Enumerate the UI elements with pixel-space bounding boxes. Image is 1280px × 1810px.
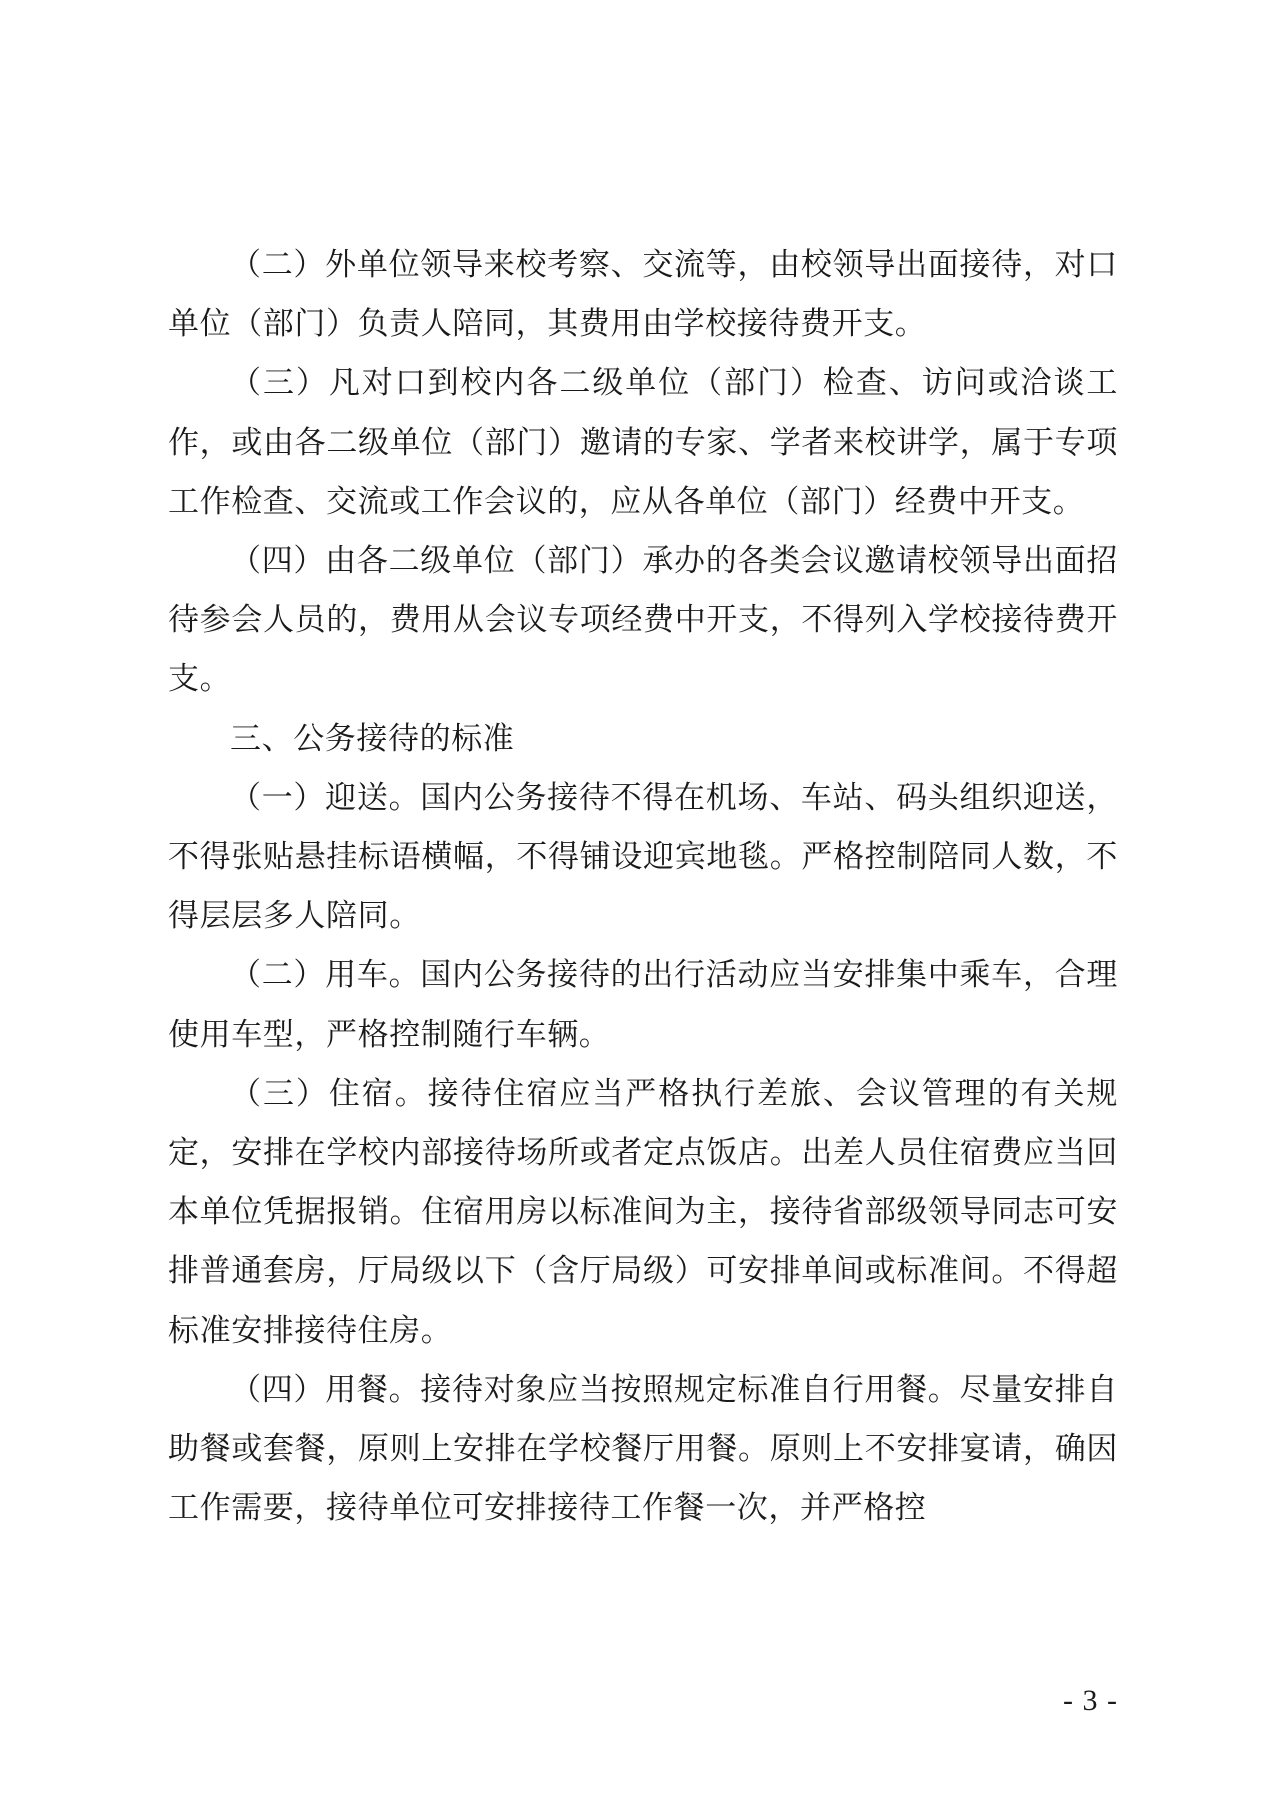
paragraph-3-1: （一）迎送。国内公务接待不得在机场、车站、码头组织迎送，不得张贴悬挂标语横幅，不得铺设迎宾地毯。严格控制陪同人数，不得层层多人陪同。 [168, 779, 1118, 935]
page-number: - 3 - [1063, 1684, 1118, 1717]
document-body [168, 236, 1118, 1538]
paragraph-3-3: （三）住宿。接待住宿应当严格执行差旅、会议管理的有关规定，安排在学校内部接待场所或者定点饭店。出差人员住宿费应当回本单位凭据报销。住宿用房以标准间为主，接待省部级领导同志可安排普通套房，厅局级以下（含厅局级）可安排单间或标准间。不得超标准安排接待住房。 [168, 1075, 1118, 1349]
paragraph-2-3: （三）凡对口到校内各二级单位（部门）检查、访问或洽谈工作，或由各二级单位（部门）邀请的专家、学者来校讲学，属于专项工作检查、交流或工作会议的，应从各单位（部门）经费中开支。 [168, 365, 1118, 520]
paragraph-2-4: （四）由各二级单位（部门）承办的各类会议邀请校领导出面招待参会人员的，费用从会议专项经费中开支，不得列入学校接待费开支。 [168, 543, 1118, 698]
paragraph-3-2: （二）用车。国内公务接待的出行活动应当安排集中乘车，合理使用车型，严格控制随行车辆。 [168, 957, 1118, 1053]
paragraph-2-2: （二）外单位领导来校考察、交流等，由校领导出面接待，对口单位（部门）负责人陪同，其费用由学校接待费开支。 [168, 247, 1118, 343]
paragraph-3-4: （四）用餐。接待对象应当按照规定标准自行用餐。尽量安排自助餐或套餐，原则上安排在学校餐厅用餐。原则上不安排宴请，确因工作需要，接待单位可安排接待工作餐一次，并严格控 [168, 1371, 1118, 1527]
section-heading-3: 三、公务接待的标准 [230, 720, 515, 757]
